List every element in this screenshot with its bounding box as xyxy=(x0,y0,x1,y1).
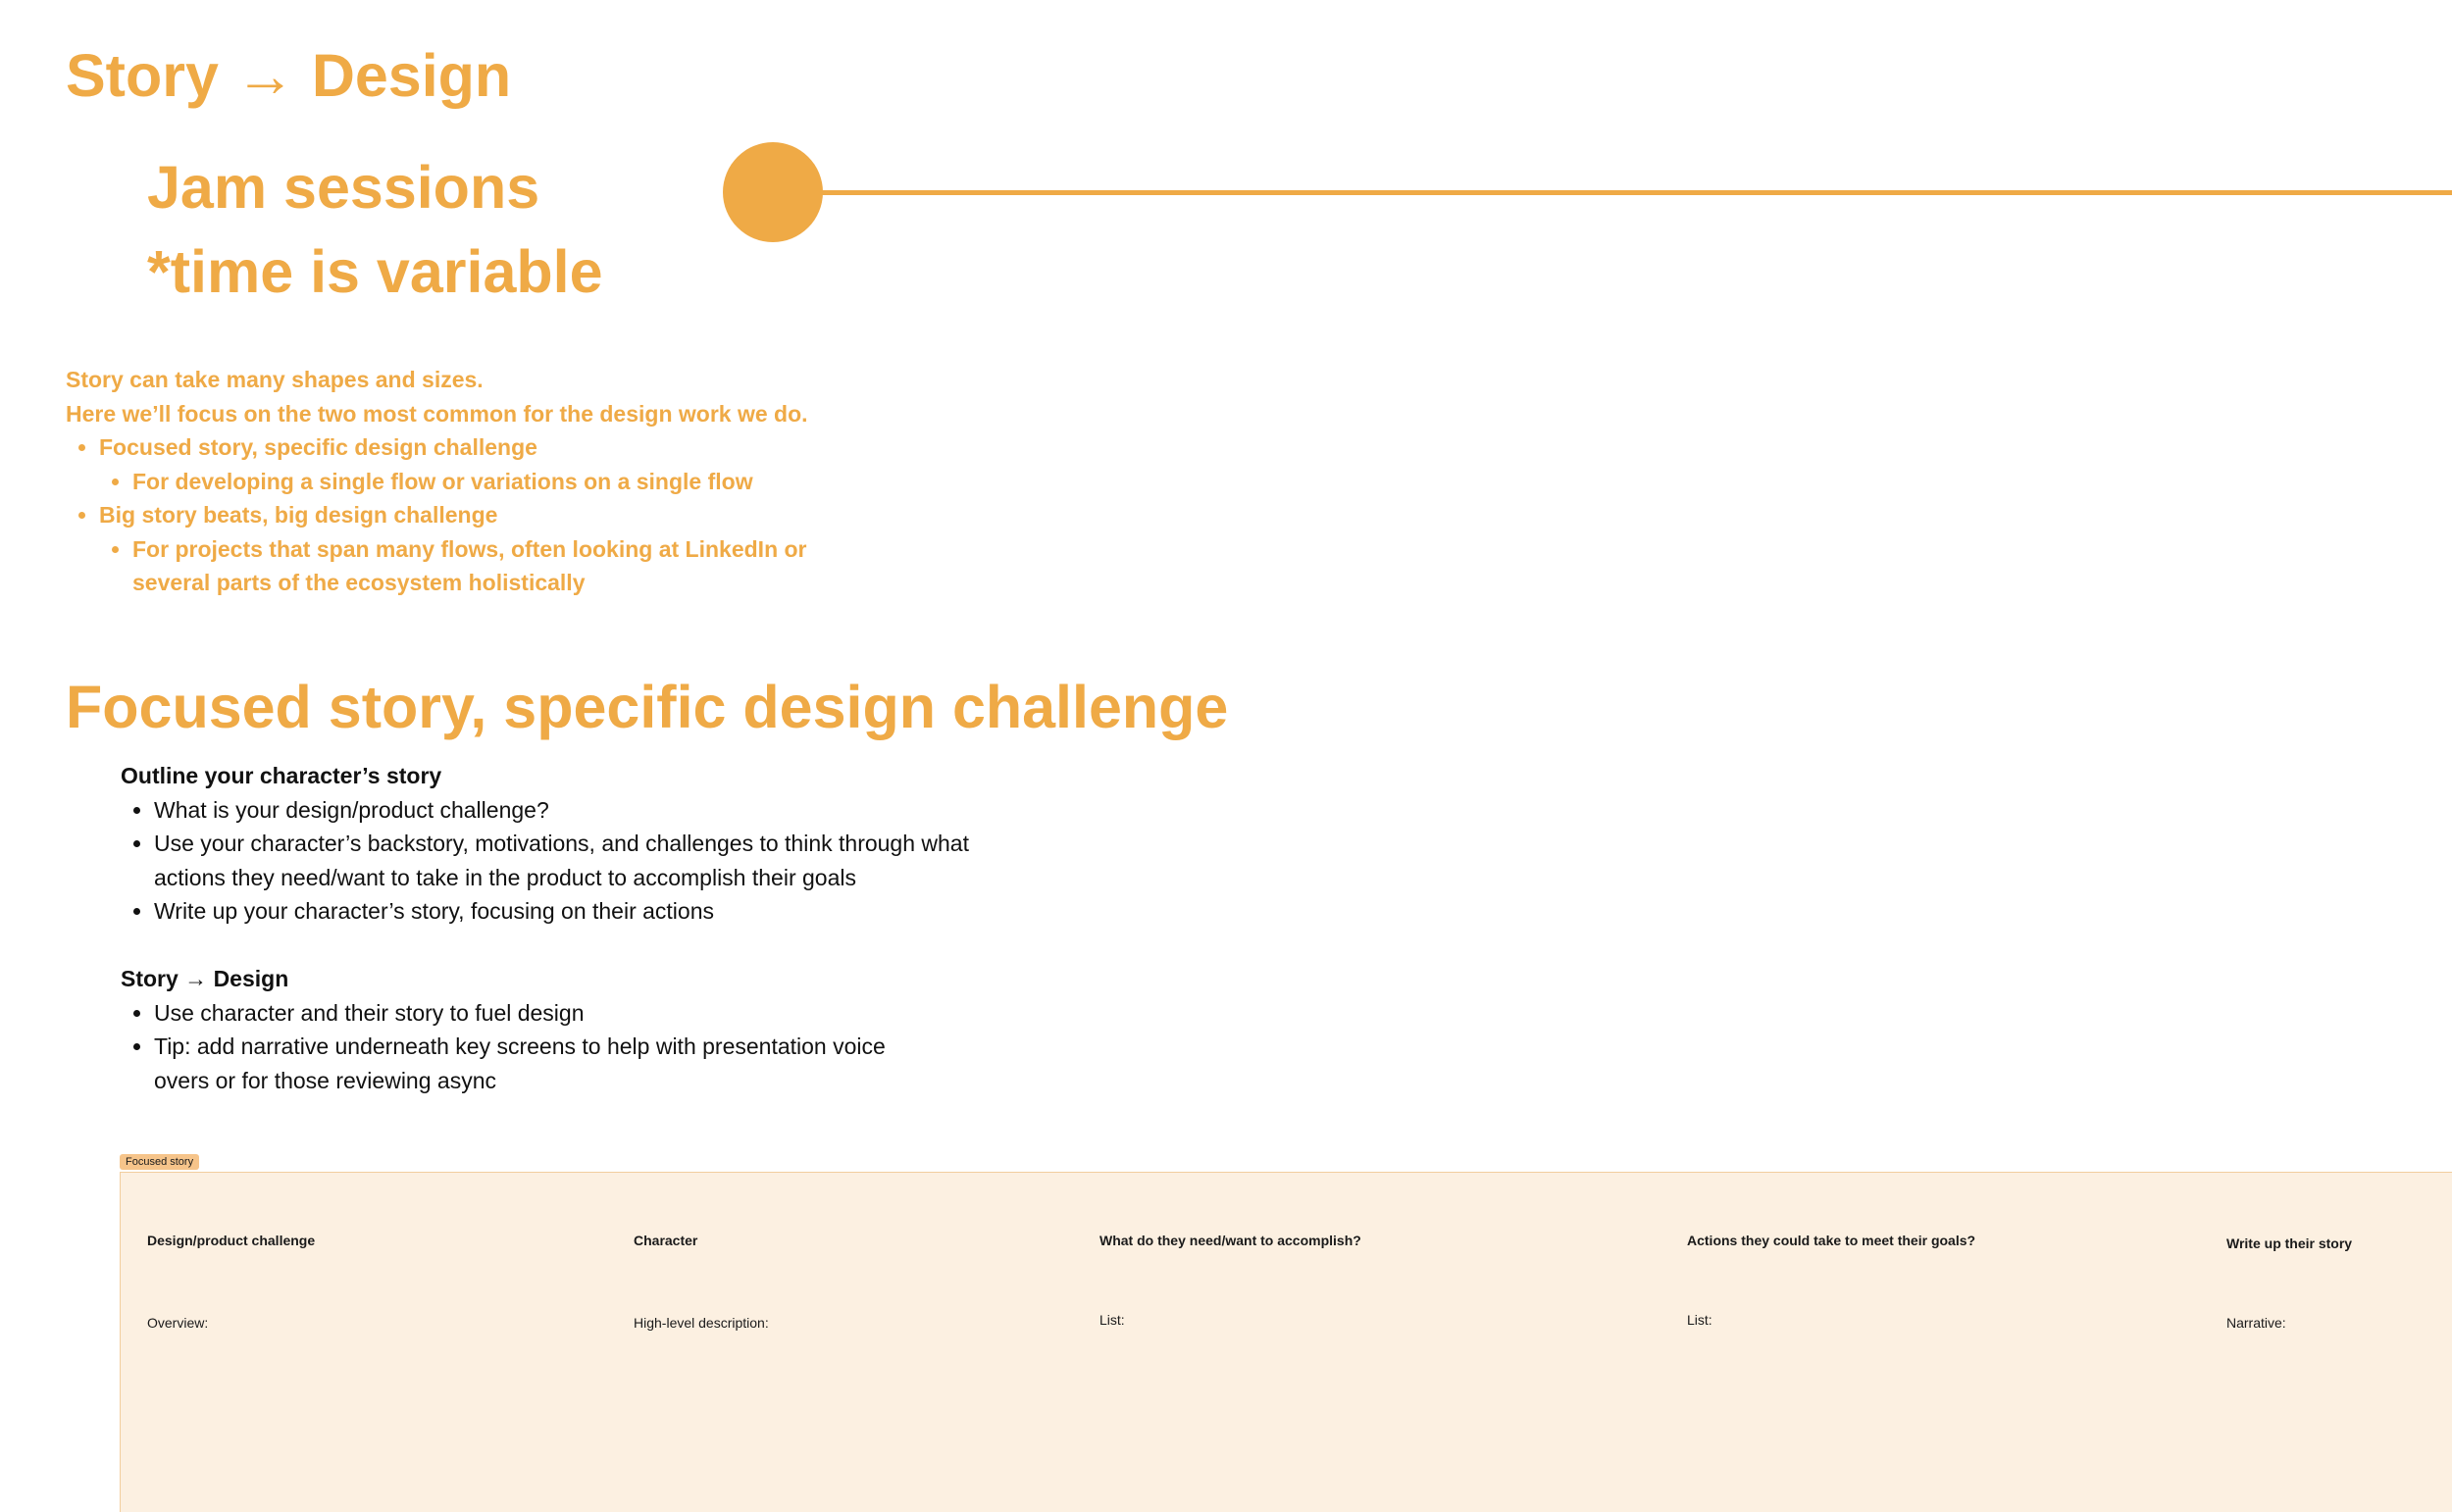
design-heading: Story → Design xyxy=(121,966,289,991)
guide-text-block[interactable] xyxy=(121,759,984,1097)
intro-line-1: Story can take many shapes and sizes. xyxy=(66,367,484,392)
column-field-needs-list[interactable]: List: xyxy=(1099,1312,1125,1328)
timeline-line[interactable] xyxy=(822,190,2452,195)
column-heading-actions: Actions they could take to meet their goals? xyxy=(1687,1233,1976,1248)
intro-sub-item-text: For projects that span many flows, often looking at LinkedIn or several parts of the ecosystem holistically xyxy=(132,535,807,595)
intro-list-item xyxy=(99,498,870,600)
column-field-overview[interactable]: Overview: xyxy=(147,1315,209,1331)
timeline-dot[interactable] xyxy=(723,142,823,242)
page-title: Story → Design xyxy=(66,42,512,109)
column-heading-challenge: Design/product challenge xyxy=(147,1233,316,1248)
column-heading-needs: What do they need/want to accomplish? xyxy=(1099,1233,1361,1248)
design-item: • Use character and their story to fuel design xyxy=(154,996,929,1031)
column-field-narrative[interactable]: Narrative: xyxy=(2226,1315,2286,1331)
intro-sub-item-text: For developing a single flow or variations on a single flow xyxy=(132,468,753,494)
intro-list xyxy=(66,430,870,600)
design-list xyxy=(121,996,929,1098)
column-field-description[interactable]: High-level description: xyxy=(634,1315,769,1331)
focused-story-board[interactable] xyxy=(120,1172,2452,1512)
column-heading-character: Character xyxy=(634,1233,698,1248)
column-heading-story: Write up their story xyxy=(2226,1235,2353,1251)
jam-sessions-title: Jam sessions xyxy=(147,154,540,221)
column-field-actions-list[interactable]: List: xyxy=(1687,1312,1712,1328)
intro-sub-item xyxy=(132,465,870,499)
jam-sessions-subtitle: *time is variable xyxy=(147,238,603,305)
intro-text-block[interactable] xyxy=(66,363,870,600)
outline-item: • Write up your character’s story, focusing on their actions xyxy=(154,894,997,929)
outline-heading: Outline your character’s story xyxy=(121,763,442,788)
section-title: Focused story, specific design challenge xyxy=(66,674,1229,740)
intro-item-label: Focused story, specific design challenge xyxy=(99,434,537,460)
intro-item-label: Big story beats, big design challenge xyxy=(99,502,498,528)
design-item: • Tip: add narrative underneath key screens to help with presentation voice overs or for those reviewing async xyxy=(154,1030,929,1097)
outline-item: • Use your character’s backstory, motivations, and challenges to think through what actions they need/want to take in the product to accomplish their goals xyxy=(154,827,997,894)
intro-sub-item xyxy=(132,532,819,600)
outline-item: • What is your design/product challenge? xyxy=(154,793,997,828)
outline-list xyxy=(121,793,997,929)
intro-line-2: Here we’ll focus on the two most common for the design work we do. xyxy=(66,400,808,427)
intro-list-item xyxy=(99,430,870,498)
frame-label[interactable]: Focused story xyxy=(120,1154,199,1170)
